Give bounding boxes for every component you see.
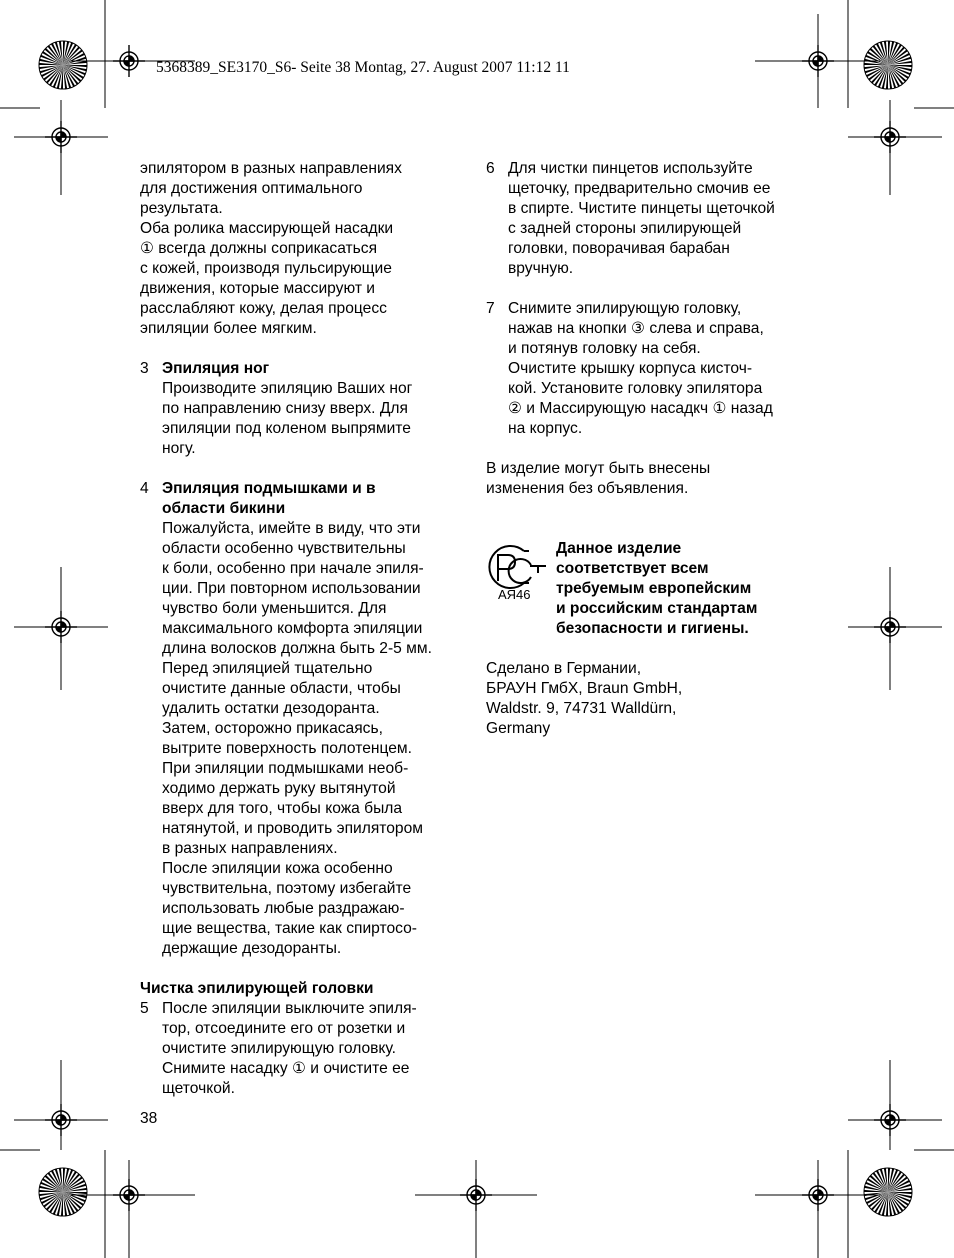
text-line: Для чистки пинцетов используйте	[508, 160, 753, 177]
starburst-mark-icon	[39, 41, 87, 89]
text-line: Снимите эпилирующую головку,	[508, 300, 742, 317]
text-line: расслабляют кожу, делая процесс	[140, 300, 387, 317]
step-number: 7	[486, 300, 495, 317]
manufacturer-address	[486, 659, 821, 739]
text-line: вручную.	[508, 260, 574, 277]
text-line: длина волосков должна быть 2-5 мм.	[162, 640, 432, 657]
text-line: с задней стороны эпилирующей	[508, 220, 742, 237]
text-line: ходимо держать руку вытянутой	[162, 780, 396, 797]
text-line: и российским стандартам	[556, 600, 758, 617]
starburst-mark-icon	[39, 1168, 87, 1216]
text-line: области особенно чувствительны	[162, 540, 406, 557]
text-line: держащие дезодоранты.	[162, 940, 342, 957]
print-header: 5368389_SE3170_S6- Seite 38 Montag, 27. August 2007 11:12 11	[156, 59, 570, 76]
text-line: Снимите насадку ① и очистите ее	[162, 1060, 410, 1077]
text-line: Затем, осторожно прикасаясь,	[162, 720, 383, 737]
text-line: чувство боли уменьшится. Для	[162, 600, 387, 617]
text-line: ногу.	[162, 440, 196, 457]
text-line: Оба ролика массирующей насадки	[140, 220, 394, 237]
rst-certification-logo	[486, 539, 556, 639]
text-line: на корпус.	[508, 420, 583, 437]
starburst-mark-icon	[864, 1168, 912, 1216]
step-number: 5	[140, 1000, 149, 1017]
text-line: в спирте. Чистите пинцеты щеточкой	[508, 200, 775, 217]
left-column	[140, 159, 470, 1099]
starburst-mark-icon	[864, 41, 912, 89]
section-heading: Чистка эпилирующей головки	[140, 980, 374, 997]
text-line: результата.	[140, 200, 223, 217]
step-5	[140, 999, 470, 1099]
text-line: эпилятором в разных направлениях	[140, 160, 402, 177]
text-line: Пожалуйста, имейте в виду, что эти	[162, 520, 421, 537]
text-line: изменения без объявления.	[486, 480, 689, 497]
text-line: Очистите крышку корпуса кисточ-	[508, 360, 753, 377]
certification-text	[556, 539, 757, 639]
text-line: безопасности и гигиены.	[556, 620, 749, 637]
pct-mark-icon	[486, 539, 550, 603]
text-line: в разных направлениях.	[162, 840, 338, 857]
text-line: использовать любые раздражаю-	[162, 900, 405, 917]
text-line: максимального комфорта эпиляции	[162, 620, 423, 637]
text-line: При эпиляции подмышками необ-	[162, 760, 409, 777]
text-line: щеточкой.	[162, 1080, 235, 1097]
step-number: 4	[140, 480, 149, 497]
text-line: движения, которые массируют и	[140, 280, 376, 297]
page-number: 38	[140, 1110, 158, 1127]
text-line: натянутой, и проводить эпилятором	[162, 820, 423, 837]
text-line: щие вещества, такие как спиртосо-	[162, 920, 417, 937]
text-line: тор, отсоедините его от розетки и	[162, 1020, 406, 1037]
text-line: ции. При повторном использовании	[162, 580, 421, 597]
text-line: и потянув головку на себя.	[508, 340, 701, 357]
text-line: После эпиляции выключите эпиля-	[162, 1000, 417, 1017]
text-line: соответствует всем	[556, 560, 709, 577]
text-line: головки, поворачивая барабан	[508, 240, 730, 257]
right-column	[486, 159, 821, 739]
text-line: эпиляции более мягким.	[140, 320, 317, 337]
text-line: Germany	[486, 720, 551, 737]
text-line: очистите эпилирующую головку.	[162, 1040, 396, 1057]
text-line: БРАУН ГмбХ, Braun GmbH,	[486, 680, 683, 697]
text-line: вытрите поверхность полотенцем.	[162, 740, 412, 757]
step-title: области бикини	[162, 500, 286, 517]
certification-block	[486, 539, 821, 639]
intro-paragraph	[140, 159, 470, 339]
text-line: эпиляции под коленом выпрямите	[162, 420, 411, 437]
step-6	[486, 159, 821, 279]
text-line: Перед эпиляцией тщательно	[162, 660, 373, 677]
logo-code: АЯ46	[498, 587, 531, 602]
step-title: Эпиляция подмышками и в	[162, 480, 376, 497]
text-line: нажав на кнопки ③ слева и справа,	[508, 320, 764, 337]
step-3	[140, 359, 470, 459]
text-line: к боли, особенно при начале эпиля-	[162, 560, 424, 577]
text-line: кой. Установите головку эпилятора	[508, 380, 763, 397]
text-line: Сделано в Германии,	[486, 660, 642, 677]
text-line: ① всегда должны соприкасаться	[140, 240, 378, 257]
step-number: 3	[140, 360, 149, 377]
step-7	[486, 299, 821, 439]
step-number: 6	[486, 160, 495, 177]
text-line: с кожей, производя пульсирующие	[140, 260, 392, 277]
notice-paragraph	[486, 459, 821, 499]
text-line: ② и Массирующую насадкч ① назад	[508, 400, 773, 417]
text-line: очистите данные области, чтобы	[162, 680, 401, 697]
text-line: для достижения оптимального	[140, 180, 363, 197]
text-line: Данное изделие	[556, 540, 682, 557]
text-line: требуемым европейским	[556, 580, 752, 597]
text-line: В изделие могут быть внесены	[486, 460, 711, 477]
text-line: После эпиляции кожа особенно	[162, 860, 393, 877]
text-line: по направлению снизу вверх. Для	[162, 400, 408, 417]
text-line: Производите эпиляцию Ваших ног	[162, 380, 413, 397]
text-line: удалить остатки дезодоранта.	[162, 700, 380, 717]
text-line: щеточку, предварительно смочив ее	[508, 180, 771, 197]
text-line: вверх для того, чтобы кожа была	[162, 800, 403, 817]
text-line: чувствительна, поэтому избегайте	[162, 880, 412, 897]
text-line: Waldstr. 9, 74731 Walldürn,	[486, 700, 677, 717]
step-title: Эпиляция ног	[162, 360, 270, 377]
step-4	[140, 479, 470, 959]
